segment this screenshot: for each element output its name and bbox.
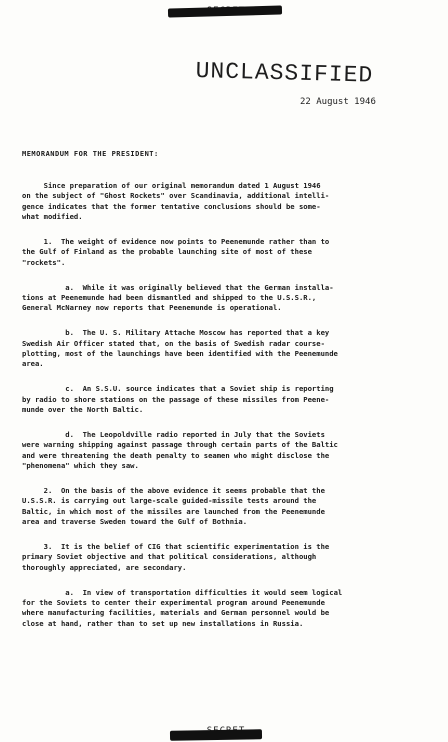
memo-date: 22 August 1946	[300, 97, 376, 107]
memo-salutation: MEMORANDUM FOR THE PRESIDENT:	[22, 150, 159, 158]
paragraph-1d: d. The Leopoldville radio reported in July that the Soviets were warning shipping against passage through certain parts of the Baltic and were threatening the death penalty to seamen who might disclose the "phenomena" which they saw.	[22, 429, 338, 471]
unclassified-stamp: UNCLASSIFIED	[195, 58, 374, 89]
paragraph-1a: a. While it was originally believed that the German installa- tions at Peenemunde had been dismantled and shipped to the U.S.S.R., General McNarney now reports that Peenemunde is operational.	[22, 282, 334, 313]
paragraph-2: 2. On the basis of the above evidence it seems probable that the U.S.S.R. is carrying out large-scale guided-missile tests around the Baltic, in which most of the missiles are launched from the Peenemunde area and traverse Sweden toward the Gulf of Bothnia.	[22, 485, 325, 527]
paragraph-intro: Since preparation of our original memorandum dated 1 August 1946 on the subject of "Ghost Rockets" over Scandinavia, additional intelli- gence indicates that the former tentative conclusions should be some- what modified.	[22, 181, 330, 222]
redaction-bar-bottom	[170, 729, 262, 741]
paragraph-1: 1. The weight of evidence now points to Peenemunde rather than to the Gulf of Finland as the probable launching site of most of these "rockets".	[22, 237, 330, 267]
paragraph-1c: c. An S.S.U. source indicates that a Soviet ship is reporting by radio to shore stations on the passage of these missiles from Peene- munde over the North Baltic.	[22, 384, 334, 415]
memo-body	[22, 181, 430, 644]
paragraph-3: 3. It is the belief of CIG that scientific experimentation is the primary Soviet objective and that political considerations, although thoroughly appreciated, are secondary.	[22, 541, 330, 572]
paragraph-3a: a. In view of transportation difficulties it would seem logical for the Soviets to center their experimental program around Peenemunde where manufacturing facilities, materials and German personnel would be close at hand, rather than to set up new installations in Russia.	[22, 587, 343, 628]
paragraph-1b: b. The U. S. Military Attache Moscow has reported that a key Swedish Air Officer stated that, on the basis of Swedish radar course- plotting, most of the launchings have been identified with the Peenemunde area.	[22, 328, 338, 369]
